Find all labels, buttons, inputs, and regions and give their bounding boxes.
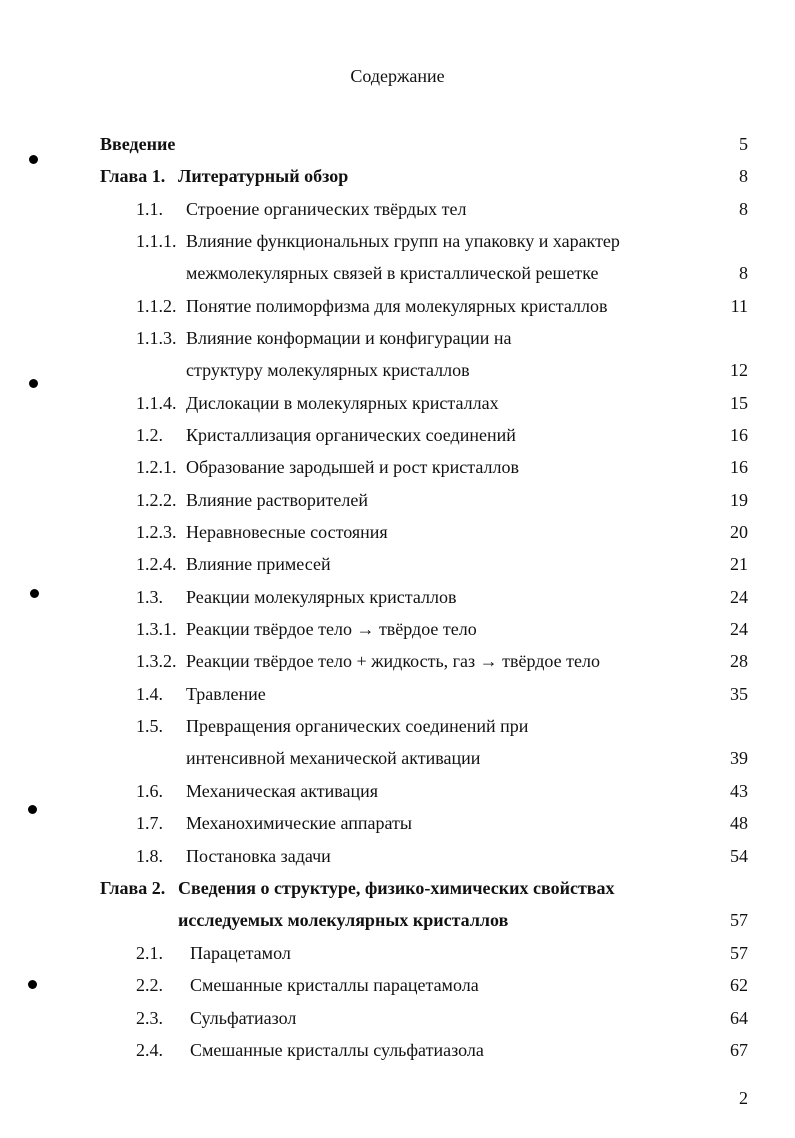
entry-page: 48 <box>730 813 748 833</box>
binding-hole-mark <box>29 155 38 164</box>
entry-title: Смешанные кристаллы сульфатиазола <box>190 1040 484 1060</box>
toc-entry-introduction <box>0 132 795 156</box>
entry-page: 11 <box>730 296 748 316</box>
entry-page: 28 <box>730 651 748 671</box>
entry-title: Механическая активация <box>186 781 379 801</box>
entry-title: Образование зародышей и рост кристаллов <box>186 457 519 477</box>
entry-number: 1.5. <box>136 716 163 736</box>
entry-page: 8 <box>739 263 748 283</box>
entry-page: 8 <box>739 166 748 186</box>
toc-entry-chapter-2 <box>0 876 795 900</box>
entry-page: 35 <box>730 684 748 704</box>
entry-page: 8 <box>739 199 748 219</box>
binding-hole-mark <box>29 379 38 388</box>
entry-page: 64 <box>730 1008 748 1028</box>
entry-page: 5 <box>739 134 748 154</box>
toc-entry <box>0 423 795 447</box>
entry-number: 2.4. <box>136 1040 163 1060</box>
toc-entry <box>0 779 795 803</box>
entry-title: Травление <box>186 684 266 704</box>
entry-number: 1.1.4. <box>136 393 177 413</box>
entry-number: 1.3. <box>136 587 163 607</box>
toc-entry <box>0 197 795 221</box>
binding-hole-mark <box>28 805 37 814</box>
entry-page: 24 <box>730 587 748 607</box>
entry-title: Смешанные кристаллы парацетамола <box>190 975 479 995</box>
page-number: 2 <box>739 1088 748 1108</box>
entry-page: 57 <box>730 910 748 930</box>
entry-title: Кристаллизация органических соединений <box>186 425 516 445</box>
entry-number: 1.3.1. <box>136 619 177 639</box>
entry-page: 16 <box>730 457 748 477</box>
entry-title-continuation: структуру молекулярных кристаллов <box>186 360 470 380</box>
entry-number: 1.1. <box>136 199 163 219</box>
toc-entry <box>0 844 795 868</box>
entry-number: 1.4. <box>136 684 163 704</box>
entry-page: 54 <box>730 846 748 866</box>
toc-entry <box>0 811 795 835</box>
entry-title: Реакции твёрдое тело → твёрдое тело <box>186 619 477 639</box>
entry-page: 20 <box>730 522 748 542</box>
toc-entry <box>0 1006 795 1030</box>
entry-title: Реакции твёрдое тело + жидкость, газ → твёрдое тело <box>186 651 600 671</box>
toc-entry <box>0 294 795 318</box>
entry-page: 21 <box>730 554 748 574</box>
entry-number: 1.1.3. <box>136 328 177 348</box>
toc-entry <box>0 391 795 415</box>
entry-title: Влияние растворителей <box>186 490 368 510</box>
toc-entry <box>0 941 795 965</box>
entry-number: 2.2. <box>136 975 163 995</box>
entry-title: Литературный обзор <box>178 166 349 186</box>
entry-page: 67 <box>730 1040 748 1060</box>
entry-title: Превращения органических соединений при <box>186 716 529 736</box>
entry-number: 1.7. <box>136 813 163 833</box>
entry-page: 24 <box>730 619 748 639</box>
toc-entry-continuation <box>0 746 795 770</box>
toc-entry <box>0 552 795 576</box>
entry-title: Неравновесные состояния <box>186 522 388 542</box>
entry-number: 1.6. <box>136 781 163 801</box>
entry-title: Влияние конформации и конфигурации на <box>186 328 512 348</box>
entry-page: 62 <box>730 975 748 995</box>
toc-entry <box>0 585 795 609</box>
entry-title: Понятие полиморфизма для молекулярных кристаллов <box>186 296 608 316</box>
entry-title-continuation: исследуемых молекулярных кристаллов <box>178 910 509 930</box>
entry-page: 12 <box>730 360 748 380</box>
entry-title: Строение органических твёрдых тел <box>186 199 467 219</box>
toc-entry-chapter-1 <box>0 164 795 188</box>
toc-entry <box>0 229 795 253</box>
entry-title: Влияние примесей <box>186 554 331 574</box>
toc-entry-continuation <box>0 358 795 382</box>
toc-entry <box>0 1038 795 1062</box>
entry-title: Реакции молекулярных кристаллов <box>186 587 457 607</box>
entry-page: 57 <box>730 943 748 963</box>
entry-title: Постановка задачи <box>186 846 331 866</box>
entry-page: 15 <box>730 393 748 413</box>
entry-number: 1.8. <box>136 846 163 866</box>
binding-hole-mark <box>30 589 39 598</box>
entry-page: 16 <box>730 425 748 445</box>
toc-entry <box>0 682 795 706</box>
page-title: Содержание <box>350 66 445 86</box>
entry-number: 1.2.3. <box>136 522 177 542</box>
entry-title: Влияние функциональных групп на упаковку и характер <box>186 231 620 251</box>
entry-number: 1.2.2. <box>136 490 177 510</box>
entry-title: Сульфатиазол <box>190 1008 297 1028</box>
toc-entry <box>0 520 795 544</box>
entry-title: Парацетамол <box>190 943 291 963</box>
chapter-label: Глава 2. <box>100 878 166 898</box>
binding-hole-mark <box>28 980 37 989</box>
toc-entry <box>0 714 795 738</box>
entry-title-continuation: межмолекулярных связей в кристаллической решетке <box>186 263 599 283</box>
entry-page: 43 <box>730 781 748 801</box>
toc-entry <box>0 649 795 673</box>
entry-page: 19 <box>730 490 748 510</box>
entry-title: Механохимические аппараты <box>186 813 412 833</box>
toc-entry-continuation <box>0 908 795 932</box>
toc-entry <box>0 326 795 350</box>
entry-number: 1.2.1. <box>136 457 177 477</box>
entry-number: 1.3.2. <box>136 651 177 671</box>
entry-number: 2.3. <box>136 1008 163 1028</box>
entry-number: 1.1.1. <box>136 231 177 251</box>
entry-title: Дислокации в молекулярных кристаллах <box>186 393 499 413</box>
toc-entry <box>0 617 795 641</box>
toc-entry <box>0 488 795 512</box>
entry-title-continuation: интенсивной механической активации <box>186 748 481 768</box>
toc-entry <box>0 455 795 479</box>
toc-entry-continuation <box>0 261 795 285</box>
entry-title: Сведения о структуре, физико-химических свойствах <box>178 878 615 898</box>
chapter-label: Глава 1. <box>100 166 166 186</box>
entry-number: 2.1. <box>136 943 163 963</box>
entry-number: 1.2. <box>136 425 163 445</box>
toc-entry <box>0 973 795 997</box>
entry-number: 1.1.2. <box>136 296 177 316</box>
entry-title: Введение <box>100 134 176 154</box>
entry-page: 39 <box>730 748 748 768</box>
entry-number: 1.2.4. <box>136 554 177 574</box>
